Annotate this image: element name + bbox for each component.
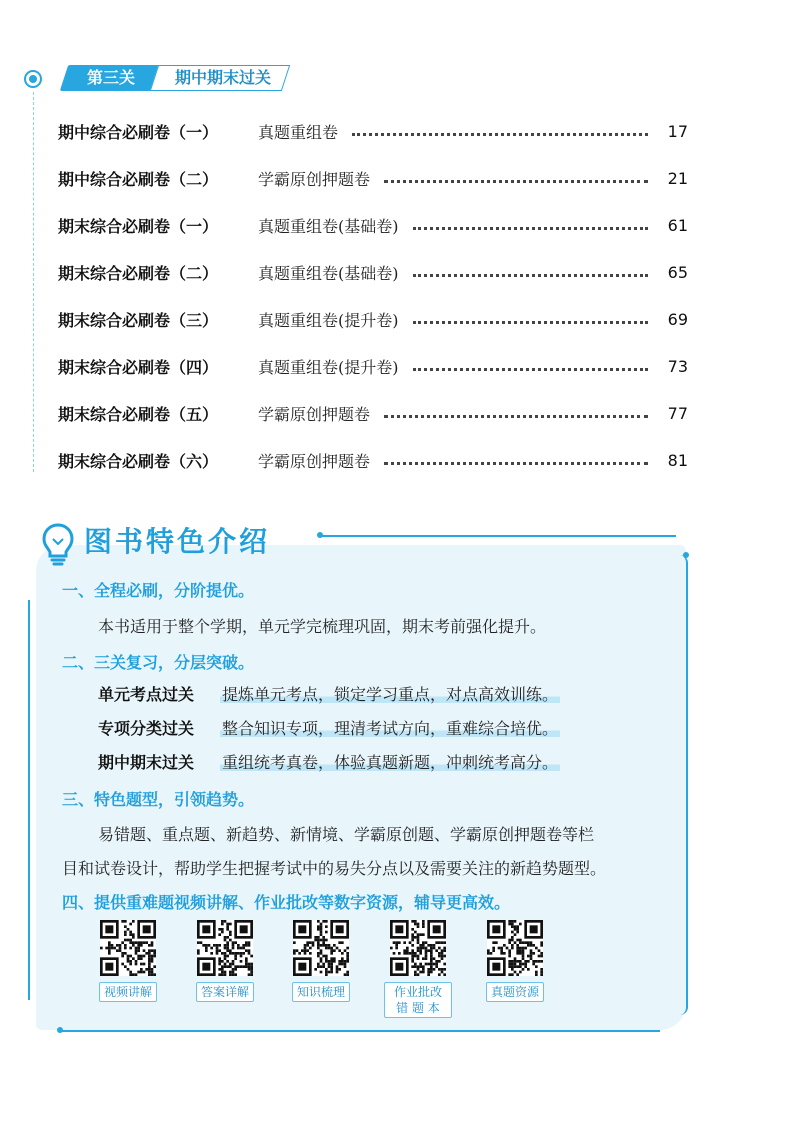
table-of-contents	[58, 108, 688, 484]
toc-page: 69	[667, 310, 688, 329]
feature-text-1: 本书适用于整个学期，单元学完梳理巩固，期末考前强化提升。	[98, 617, 547, 636]
feature-heading-1: 一、全程必刷，分阶提优。	[62, 581, 255, 600]
qr-item[interactable]	[479, 920, 551, 1002]
level-text: 整合知识专项，理清考试方向，重难综合培优。	[220, 716, 560, 739]
feature-heading-4: 四、提供重难题视频讲解、作业批改等数字资源，辅导更高效。	[62, 893, 511, 912]
toc-subtitle: 真题重组卷(提升卷)	[258, 358, 399, 377]
toc-row[interactable]	[58, 437, 688, 484]
qr-label: 真题资源	[486, 982, 544, 1002]
deco-dot	[683, 552, 689, 558]
toc-title: 期末综合必刷卷（二）	[58, 264, 219, 283]
features-title: 图书特色介绍	[84, 525, 271, 558]
toc-title: 期末综合必刷卷（一）	[58, 217, 219, 236]
qr-label-line2: 错 题 本	[396, 1001, 440, 1015]
level-key: 专项分类过关	[98, 719, 195, 738]
level-row	[98, 682, 728, 705]
level-key: 单元考点过关	[98, 685, 195, 704]
toc-row[interactable]	[58, 343, 688, 390]
toc-page: 61	[667, 216, 688, 235]
deco-dot	[57, 1027, 63, 1033]
qr-item[interactable]	[92, 920, 164, 1002]
feature-heading-2: 二、三关复习，分层突破。	[62, 653, 255, 672]
section-tag: 第三关	[86, 68, 135, 87]
toc-title: 期末综合必刷卷（四）	[58, 358, 219, 377]
toc-page: 73	[667, 357, 688, 376]
qr-code-icon[interactable]	[100, 920, 156, 976]
level-row	[98, 750, 728, 773]
toc-title: 期末综合必刷卷（三）	[58, 311, 219, 330]
qr-label: 答案详解	[196, 982, 254, 1002]
toc-subtitle: 真题重组卷(提升卷)	[258, 311, 399, 330]
toc-leader	[413, 315, 649, 324]
qr-code-icon[interactable]	[197, 920, 253, 976]
qr-item[interactable]	[285, 920, 357, 1002]
toc-subtitle: 真题重组卷	[258, 123, 339, 142]
toc-row[interactable]	[58, 296, 688, 343]
qr-item[interactable]	[382, 920, 454, 1018]
circle-bullet-icon	[24, 70, 42, 88]
toc-row[interactable]	[58, 390, 688, 437]
toc-page: 65	[667, 263, 688, 282]
qr-label-line1: 作业批改	[393, 985, 442, 999]
toc-leader	[384, 409, 648, 418]
deco-dot	[317, 532, 323, 538]
toc-title: 期中综合必刷卷（二）	[58, 170, 219, 189]
toc-title: 期末综合必刷卷（五）	[58, 405, 219, 424]
level-row	[98, 716, 728, 739]
toc-subtitle: 学霸原创押题卷	[258, 405, 371, 424]
qr-label	[384, 982, 452, 1018]
toc-row[interactable]	[58, 249, 688, 296]
toc-subtitle: 真题重组卷(基础卷)	[258, 217, 399, 236]
section-name: 期中期末过关	[174, 68, 271, 87]
toc-leader	[413, 221, 649, 230]
panel-frame-top	[320, 535, 676, 537]
toc-page: 81	[667, 451, 688, 470]
toc-leader	[384, 174, 648, 183]
qr-label: 视频讲解	[99, 982, 157, 1002]
toc-page: 17	[667, 122, 688, 141]
toc-leader	[413, 268, 649, 277]
toc-subtitle: 真题重组卷(基础卷)	[258, 264, 399, 283]
toc-leader	[352, 127, 648, 136]
toc-subtitle: 学霸原创押题卷	[258, 170, 371, 189]
toc-dashed-line	[33, 92, 34, 472]
level-key: 期中期末过关	[98, 753, 195, 772]
toc-page: 21	[667, 169, 688, 188]
toc-page: 77	[667, 404, 688, 423]
toc-subtitle: 学霸原创押题卷	[258, 452, 371, 471]
panel-frame-bottom	[60, 1030, 660, 1032]
feature-heading-3: 三、特色题型，引领趋势。	[62, 790, 255, 809]
level-text: 提炼单元考点，锁定学习重点，对点高效训练。	[220, 682, 560, 705]
level-text: 重组统考真卷，体验真题新题，冲刺统考高分。	[220, 750, 560, 773]
toc-title: 期中综合必刷卷（一）	[58, 123, 219, 142]
toc-leader	[413, 362, 649, 371]
section-header	[24, 62, 324, 98]
panel-frame-left	[28, 600, 30, 1000]
toc-row[interactable]	[58, 108, 688, 155]
toc-row[interactable]	[58, 155, 688, 202]
toc-leader	[384, 456, 648, 465]
feature-text-3a: 易错题、重点题、新趋势、新情境、学霸原创题、学霸原创押题卷等栏	[98, 825, 595, 844]
qr-label: 知识梳理	[292, 982, 350, 1002]
qr-code-icon[interactable]	[487, 920, 543, 976]
feature-text-3b: 目和试卷设计，帮助学生把握考试中的易失分点以及需要关注的新趋势题型。	[62, 859, 607, 878]
toc-title: 期末综合必刷卷（六）	[58, 452, 219, 471]
qr-code-icon[interactable]	[293, 920, 349, 976]
qr-code-icon[interactable]	[390, 920, 446, 976]
toc-row[interactable]	[58, 202, 688, 249]
lightbulb-icon	[40, 522, 76, 566]
qr-item[interactable]	[189, 920, 261, 1002]
